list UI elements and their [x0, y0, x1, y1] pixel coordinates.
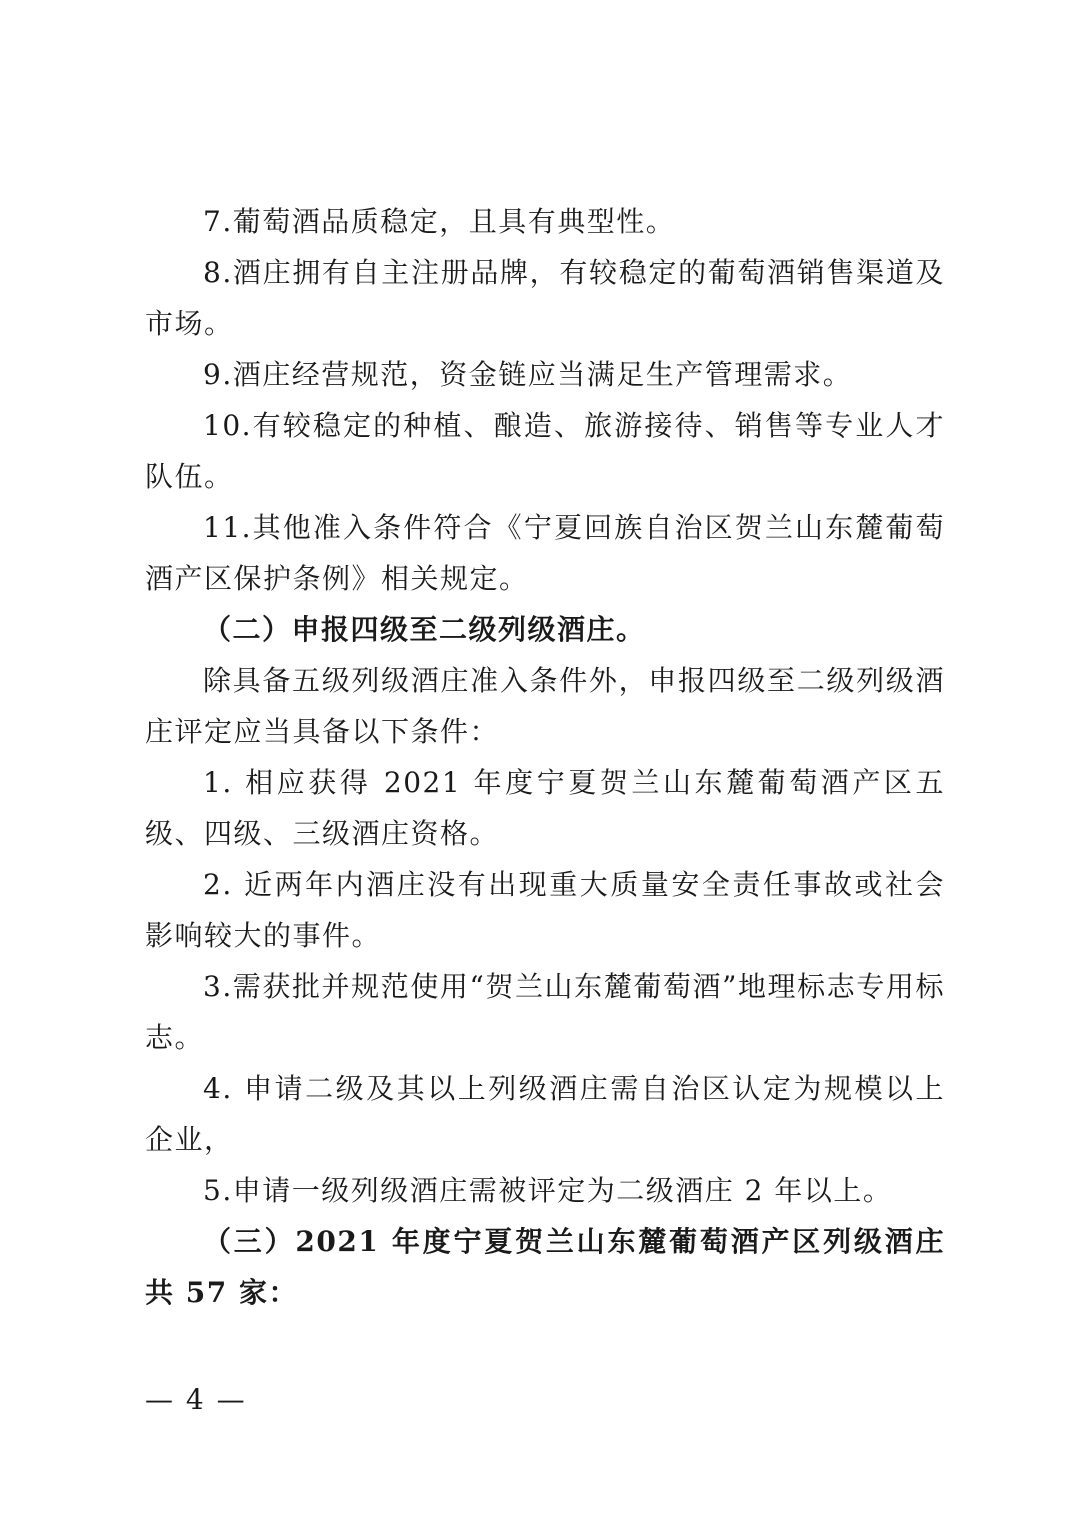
condition-item-1: 1. 相应获得 2021 年度宁夏贺兰山东麓葡萄酒产区五级、四级、三级酒庄资格。: [145, 766, 945, 850]
paragraph-item-10: 10.有较稳定的种植、酿造、旅游接待、销售等专业人才队伍。: [145, 409, 945, 493]
section-intro: 除具备五级列级酒庄准入条件外，申报四级至二级列级酒庄评定应当具备以下条件：: [145, 664, 945, 748]
paragraph-item-7: 7.葡萄酒品质稳定，且具有典型性。: [203, 205, 676, 238]
document-body: [145, 196, 945, 1318]
page-number: — 4 —: [145, 1383, 247, 1416]
condition-item-4: 4. 申请二级及其以上列级酒庄需自治区认定为规模以上企业，: [145, 1072, 945, 1156]
paragraph-item-11: 11.其他准入条件符合《宁夏回族自治区贺兰山东麓葡萄酒产区保护条例》相关规定。: [145, 511, 945, 595]
condition-item-3: 3.需获批并规范使用“贺兰山东麓葡萄酒”地理标志专用标志。: [145, 970, 945, 1054]
paragraph-item-9: 9.酒庄经营规范，资金链应当满足生产管理需求。: [203, 358, 853, 391]
condition-item-5: 5.申请一级列级酒庄需被评定为二级酒庄 2 年以上。: [203, 1174, 893, 1207]
section-heading-2: （二）申报四级至二级列级酒庄。: [203, 613, 646, 646]
paragraph-item-8: 8.酒庄拥有自主注册品牌，有较稳定的葡萄酒销售渠道及市场。: [145, 256, 945, 340]
condition-item-2: 2. 近两年内酒庄没有出现重大质量安全责任事故或社会影响较大的事件。: [145, 868, 945, 952]
section-heading-3: （三）2021 年度宁夏贺兰山东麓葡萄酒产区列级酒庄共 57 家：: [145, 1225, 945, 1309]
